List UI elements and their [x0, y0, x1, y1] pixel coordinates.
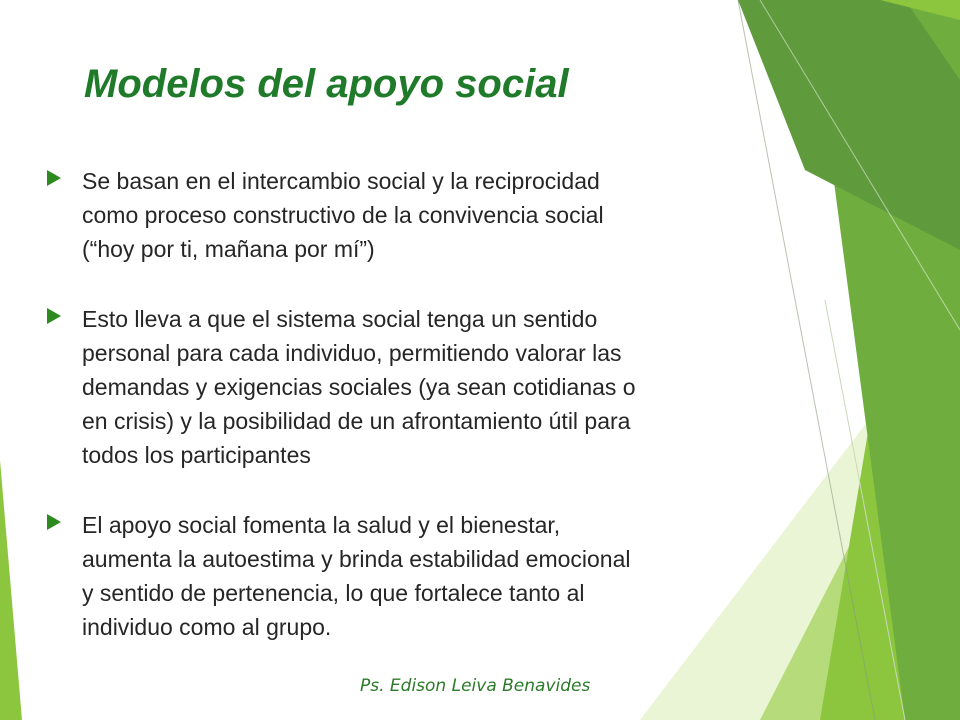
bullet-line: todos los participantes — [82, 442, 311, 468]
left-edge-green-shape — [0, 460, 22, 720]
bullet-line: (“hoy por ti, mañana por mí”) — [82, 236, 375, 262]
bullet-text — [82, 302, 636, 472]
bullet-item — [46, 164, 786, 266]
bullet-line: individuo como al grupo. — [82, 614, 332, 640]
bullet-line: y sentido de pertenencia, lo que fortalece tanto al — [82, 580, 585, 606]
bullet-line: demandas y exigencias sociales (ya sean cotidianas o — [82, 374, 636, 400]
bullet-item — [46, 302, 786, 472]
bullet-line: Esto lleva a que el sistema social tenga un sentido — [82, 306, 598, 332]
bullet-text — [82, 164, 604, 266]
arrow-right-icon — [46, 170, 62, 186]
arrow-right-icon — [46, 308, 62, 324]
slide-title: Modelos del apoyo social — [84, 62, 569, 106]
bullet-line: en crisis) y la posibilidad de un afrontamiento útil para — [82, 408, 631, 434]
bullet-line: El apoyo social fomenta la salud y el bienestar, — [82, 512, 561, 538]
bullet-text — [82, 508, 631, 644]
bullet-line: personal para cada individuo, permitiendo valorar las — [82, 340, 622, 366]
bullet-item — [46, 508, 786, 644]
bullet-line: Se basan en el intercambio social y la reciprocidad — [82, 168, 600, 194]
footer-author: Ps. Edison Leiva Benavides — [360, 676, 591, 696]
arrow-right-icon — [46, 514, 62, 530]
bullet-line: aumenta la autoestima y brinda estabilidad emocional — [82, 546, 631, 572]
bullet-line: como proceso constructivo de la convivencia social — [82, 202, 604, 228]
